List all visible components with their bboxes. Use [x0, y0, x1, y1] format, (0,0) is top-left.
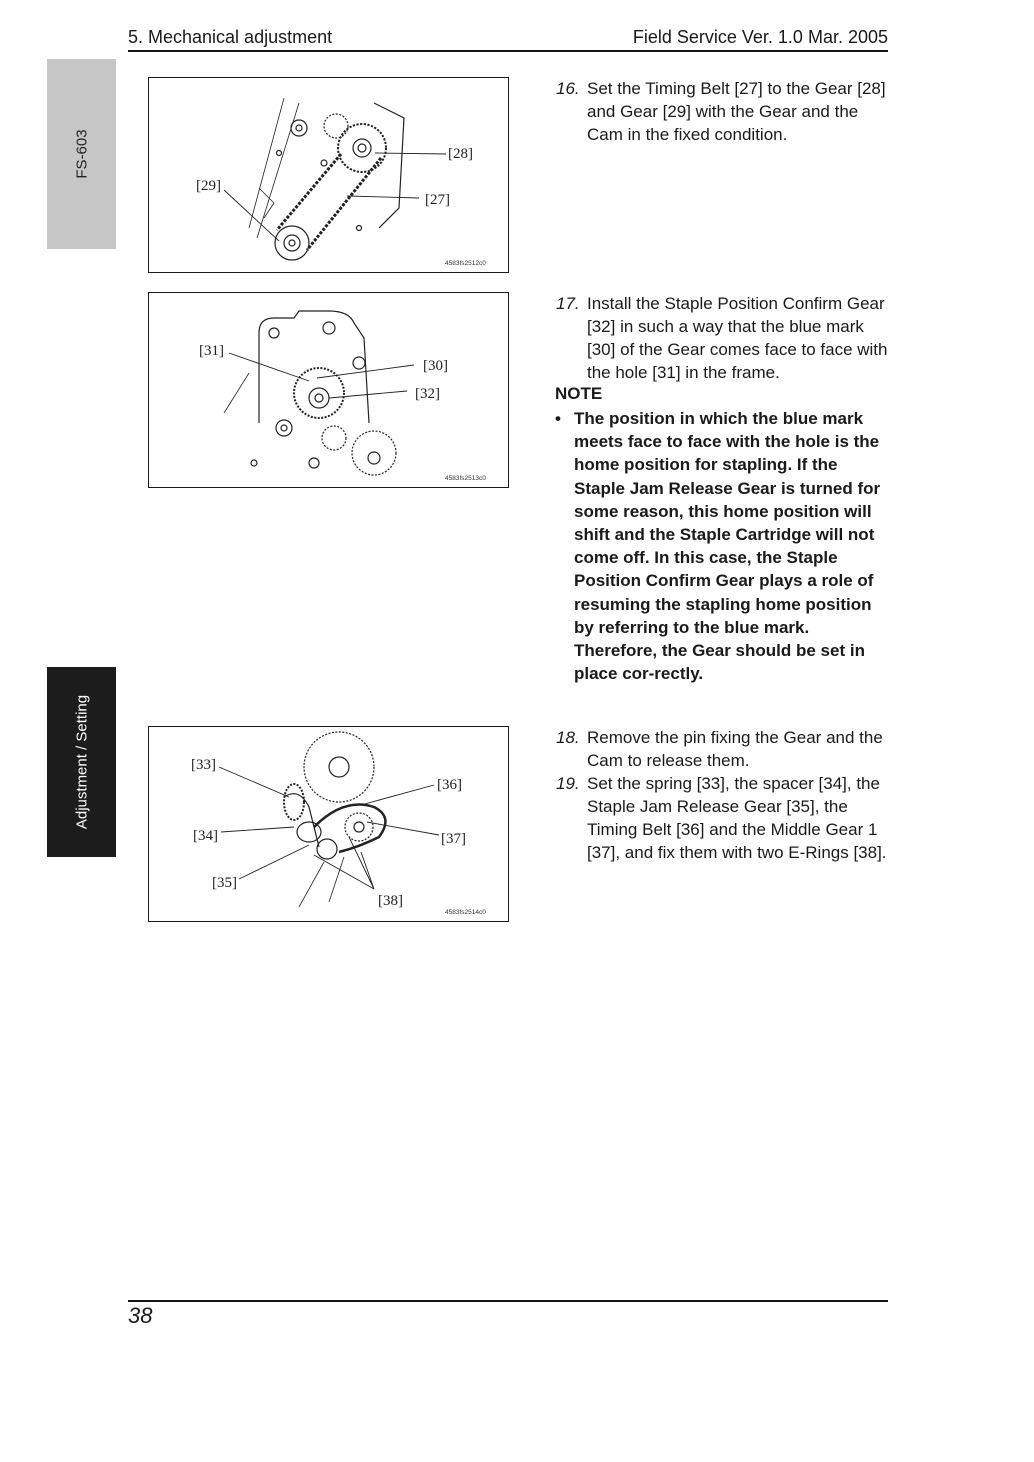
callout-28: [28] [448, 146, 473, 162]
callout-27: [27] [425, 192, 450, 208]
callout-37: [37] [441, 831, 466, 847]
step-text: Set the Timing Belt [27] to the Gear [28] and Gear [29] with the Gear and the Cam in the fixed condition. [587, 79, 886, 144]
step-19 [556, 772, 890, 864]
figure-timing-belt-drawing [149, 78, 508, 272]
figure-jam-release-gear-drawing [149, 727, 508, 921]
section-title: 5. Mechanical adjustment [128, 27, 333, 47]
note-heading: NOTE [555, 384, 603, 403]
figure-code: 4583fs2512c0 [445, 260, 486, 267]
step-16 [556, 77, 890, 146]
step-number: 18. [556, 728, 580, 747]
step-text: Install the Staple Position Confirm Gear [32] in such a way that the blue mark [30] of the Gear comes face to face with the hole [31] in the frame. [587, 294, 888, 382]
step-17 [556, 292, 890, 384]
step-18 [556, 726, 890, 772]
callout-31: [31] [199, 343, 224, 359]
callout-30: [30] [423, 358, 448, 374]
callout-35: [35] [212, 875, 237, 891]
step-number: 17. [556, 294, 580, 313]
note-text: The position in which the blue mark meets face to face with the hole is the home position for stapling. If the Staple Jam Release Gear is turned for some reason, this home position will shift and the Staple Cartridge will not come off. In this case, the Staple Position Confirm Gear plays a role of resuming the stapling home position by referring to the blue mark. Therefore, the Gear should be set in place cor-rectly. [574, 409, 881, 684]
note-item [555, 407, 889, 685]
footer-divider [128, 1300, 888, 1302]
document-version: Field Service Ver. 1.0 Mar. 2005 [632, 27, 888, 47]
callout-34: [34] [193, 828, 218, 844]
model-tab [47, 59, 116, 249]
callout-38: [38] [378, 893, 403, 909]
figure-code: 4583fs2513c0 [445, 475, 486, 482]
page-number: 38 [128, 1303, 153, 1328]
chapter-tab-label: Adjustment / Setting [73, 694, 90, 830]
bullet: • [555, 409, 561, 428]
step-text: Remove the pin fixing the Gear and the Cam to release them. [587, 728, 883, 770]
callout-32: [32] [415, 386, 440, 402]
figure-timing-belt [148, 77, 509, 273]
step-number: 16. [556, 79, 580, 98]
model-tab-label: FS-603 [73, 129, 90, 179]
figure-position-gear-drawing [149, 293, 508, 487]
header-divider [128, 50, 888, 52]
figure-position-gear [148, 292, 509, 488]
callout-33: [33] [191, 757, 216, 773]
callout-29: [29] [196, 178, 221, 194]
chapter-tab [47, 667, 116, 857]
step-text: Set the spring [33], the spacer [34], the Staple Jam Release Gear [35], the Timing Belt [36] and the Middle Gear 1 [37], and fix them with two E-Rings [38]. [587, 774, 887, 862]
figure-jam-release-gear [148, 726, 509, 922]
step-number: 19. [556, 774, 580, 793]
callout-36: [36] [437, 777, 462, 793]
figure-code: 4583fs2514c0 [445, 909, 486, 916]
